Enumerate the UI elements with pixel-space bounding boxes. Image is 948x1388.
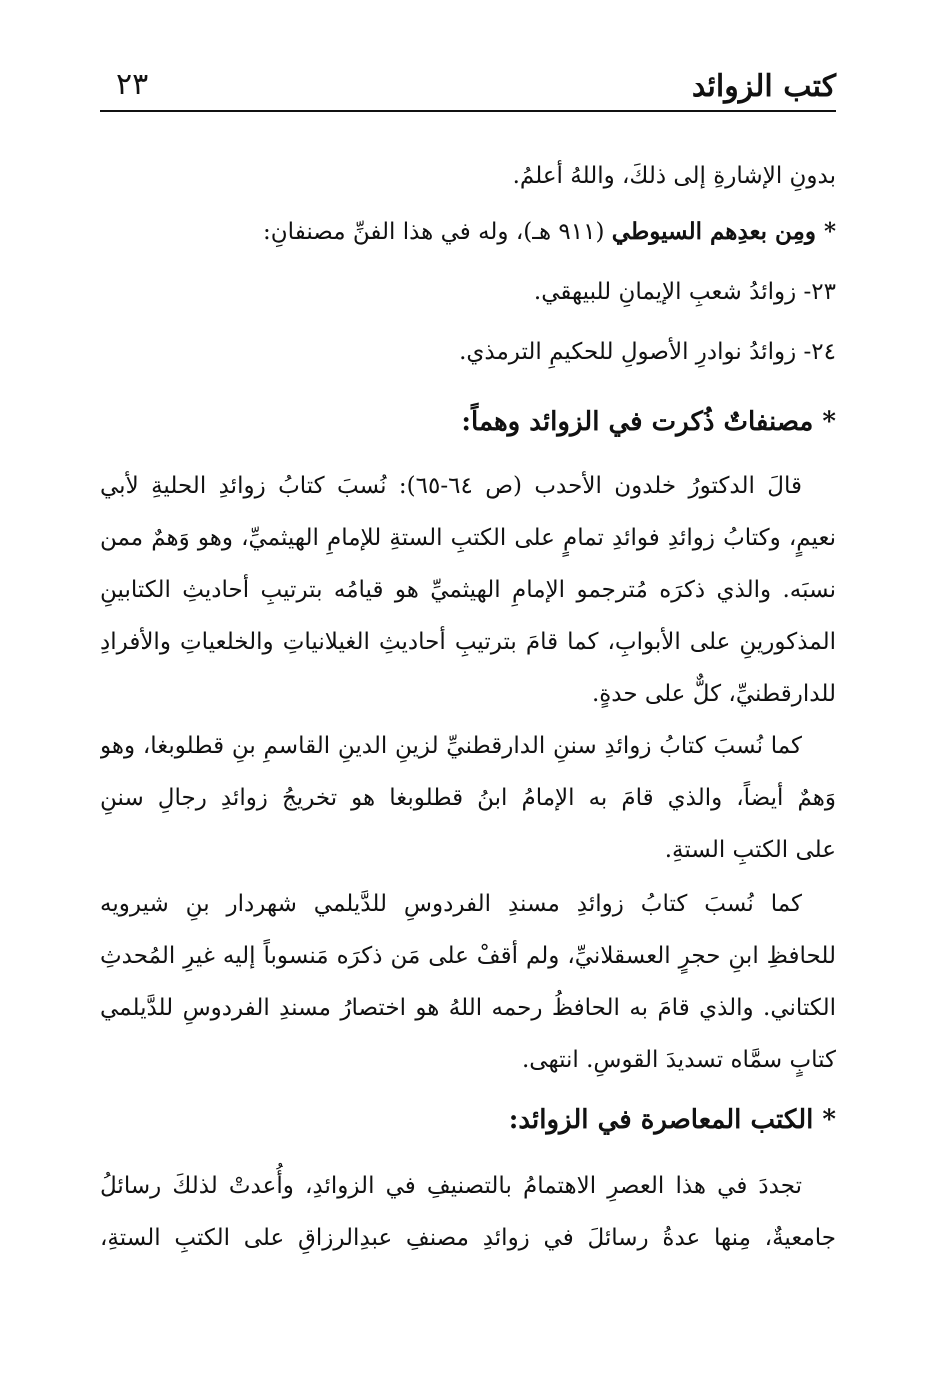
text-line: نعيمٍ، وكتابُ زوائدِ فوائدِ تمامٍ على الكتبِ الستةِ للإمامِ الهيثميِّ، وهو وَهمٌ ممن xyxy=(100,525,836,551)
section-heading-2: * الكتب المعاصرة في الزوائد: xyxy=(508,1105,836,1135)
book-page xyxy=(100,60,836,1310)
text-line: وَهمٌ أيضاً، والذي قامَ به الإمامُ ابنُ قطلوبغا هو تخريجُ زوائدِ رجالِ سننِ xyxy=(100,785,836,811)
works-list xyxy=(100,266,836,378)
list-item: ٢٣- زوائدُ شعبِ الإيمانِ للبيهقي. xyxy=(533,279,836,305)
text-line: بدونِ الإشارةِ إلى ذلكَ، واللهُ أعلمُ. xyxy=(512,163,836,189)
text-line: للدارقطنيِّ، كلٌّ على حدةٍ. xyxy=(591,681,836,707)
intro-paragraph xyxy=(100,150,836,202)
suyuti-rest: (٩١١ هـ)، وله في هذا الفنِّ مصنفانِ: xyxy=(263,219,612,245)
text-line: نسبَه. والذي ذكرَه مُترجمو الإمامِ الهيثميِّ هو قيامُه بترتيبِ أحاديثِ الكتابينِ xyxy=(100,577,836,603)
paragraph-2 xyxy=(100,720,836,876)
suyuti-bold: * ومِن بعدِهم السيوطي xyxy=(611,218,836,245)
text-line: جامعيةٌ، مِنها عدةُ رسائلَ في زوائدِ مصنفِ عبدِالرزاقِ على الكتبِ الستةِ، xyxy=(100,1225,836,1251)
text-line: كتابٍ سمَّاه تسديدَ القوسِ. انتهى. xyxy=(521,1047,836,1073)
list-item: ٢٤- زوائدُ نوادرِ الأصولِ للحكيمِ الترمذي. xyxy=(459,339,836,365)
text-line: للحافظِ ابنِ حجرٍ العسقلانيِّ، ولم أقفْ على مَن ذكرَه مَنسوباً إليه غيرِ المُحدثِ xyxy=(100,943,836,969)
text-line: كما نُسبَ كتابُ زوائدِ سننِ الدارقطنيِّ لزينِ الدينِ القاسمِ بنِ قطلوبغا، وهو xyxy=(100,733,802,759)
text-line: كما نُسبَ كتابُ زوائدِ مسندِ الفردوسِ للدَّيلمي شهردار بنِ شيرويه xyxy=(100,891,802,917)
text-line: المذكورينِ على الأبوابِ، كما قامَ بترتيبِ أحاديثِ الغيلانياتِ والخلعياتِ والأفرادِ xyxy=(100,629,836,655)
paragraph-3 xyxy=(100,878,836,1086)
suyuti-line xyxy=(100,206,836,258)
page-header xyxy=(100,60,836,112)
text-line: الكتاني. والذي قامَ به الحافظُ رحمه اللهُ هو اختصارُ مسندِ الفردوسِ للدَّيلمي xyxy=(100,995,836,1021)
text-line: تجددَ في هذا العصرِ الاهتمامُ بالتصنيفِ في الزوائدِ، وأُعدتْ لذلكَ رسائلُ xyxy=(100,1173,802,1199)
paragraph-1 xyxy=(100,460,836,720)
section-heading-1: * مصنفاتٌ ذُكرت في الزوائد وهماً: xyxy=(461,407,836,437)
running-title: كتب الزوائد xyxy=(691,69,836,104)
text-line: قالَ الدكتورُ خلدون الأحدب (ص ٦٤-٦٥): نُسبَ كتابُ زوائدِ الحليةِ لأبي xyxy=(100,473,802,499)
page-number: ٢٣ xyxy=(116,67,149,102)
text-line: على الكتبِ الستةِ. xyxy=(664,837,836,863)
paragraph-4 xyxy=(100,1160,836,1264)
